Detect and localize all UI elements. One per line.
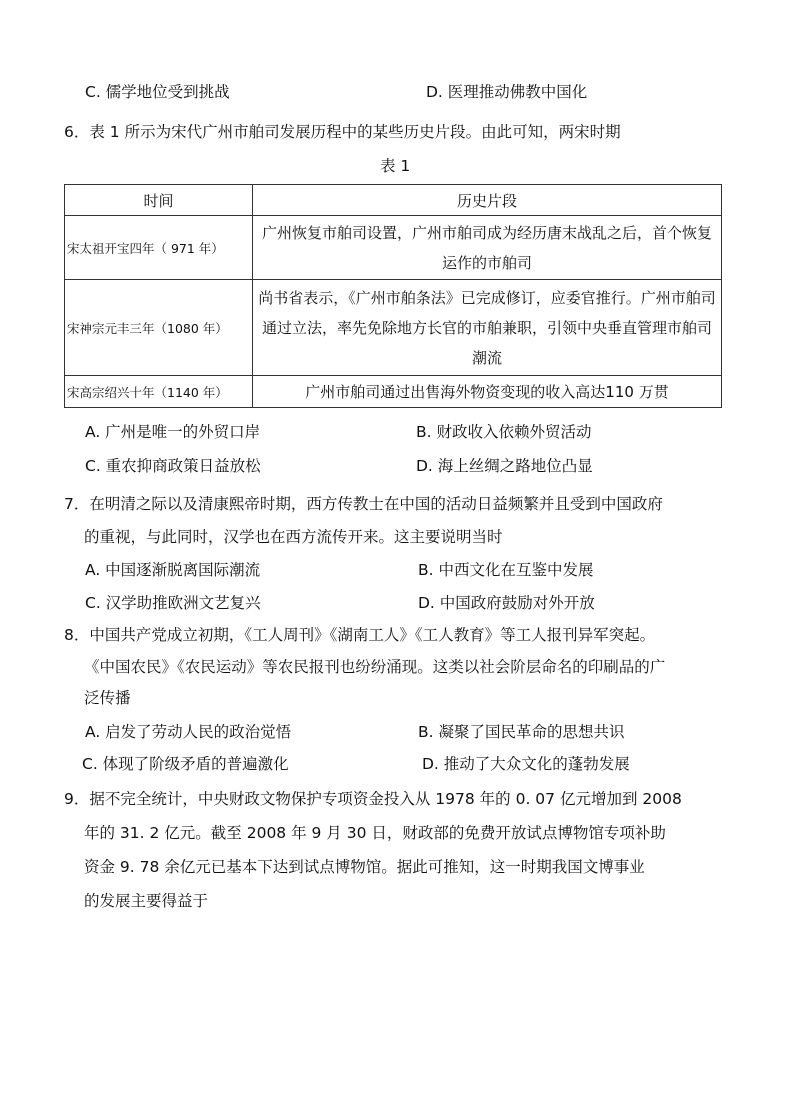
q8-stem-line1: 8．中国共产党成立初期，《工人周刊》《湖南工人》《工人教育》等工人报刊异军突起。 — [64, 626, 656, 644]
header-time: 时间 — [65, 185, 253, 216]
q6-stem: 6．表 1 所示为宋代广州市舶司发展历程中的某些历史片段。由此可知，两宋时期 — [64, 123, 621, 141]
q7-option-a: A. 中国逐渐脱离国际潮流 — [85, 561, 261, 579]
row-event: 广州市舶司通过出售海外物资变现的收入高达110 万贯 — [253, 376, 722, 408]
q9-stem-line4: 的发展主要得益于 — [84, 892, 209, 910]
q8-option-d: D. 推动了大众文化的蓬勃发展 — [422, 755, 630, 773]
header-event: 历史片段 — [253, 185, 722, 216]
row-time: 宋神宗元丰三年（1080 年） — [65, 280, 253, 376]
row-time: 宋高宗绍兴十年（1140 年） — [65, 376, 253, 408]
q8-option-b: B. 凝聚了国民革命的思想共识 — [418, 723, 625, 741]
q7-option-d: D. 中国政府鼓励对外开放 — [418, 594, 595, 612]
q5-option-d: D. 医理推动佛教中国化 — [426, 83, 588, 101]
row-time: 宋太祖开宝四年（ 971 年） — [65, 216, 253, 280]
history-table — [64, 184, 722, 408]
q8-option-c: C. 体现了阶级矛盾的普遍激化 — [82, 755, 289, 773]
q9-stem-line2: 年的 31. 2 亿元。截至 2008 年 9 月 30 日，财政部的免费开放试点博物馆专项补助 — [84, 824, 666, 842]
q8-stem-line3: 泛传播 — [84, 689, 131, 707]
q7-option-c: C. 汉学助推欧洲文艺复兴 — [85, 594, 261, 612]
table-header-row — [65, 185, 722, 216]
table-caption: 表 1 — [380, 157, 411, 175]
q7-stem-line1: 7．在明清之际以及清康熙帝时期，西方传教士在中国的活动日益频繁并且受到中国政府 — [64, 495, 663, 513]
q6-option-d: D. 海上丝绸之路地位凸显 — [416, 457, 593, 475]
q6-option-b: B. 财政收入依赖外贸活动 — [416, 423, 592, 441]
row-event: 尚书省表示，《广州市舶条法》已完成修订，应委官推行。广州市舶司通过立法，率先免除地方长官的市舶兼职，引领中央垂直管理市舶司潮流 — [253, 280, 722, 376]
table-row — [65, 376, 722, 408]
q8-option-a: A. 启发了劳动人民的政治觉悟 — [85, 723, 292, 741]
q6-option-c: C. 重农抑商政策日益放松 — [85, 457, 261, 475]
table-row — [65, 280, 722, 376]
row-event: 广州恢复市舶司设置，广州市舶司成为经历唐末战乱之后，首个恢复运作的市舶司 — [253, 216, 722, 280]
q7-stem-line2: 的重视，与此同时，汉学也在西方流传开来。这主要说明当时 — [84, 528, 503, 546]
q9-stem-line3: 资金 9. 78 余亿元已基本下达到试点博物馆。据此可推知，这一时期我国文博事业 — [84, 858, 645, 876]
table-row — [65, 216, 722, 280]
q8-stem-line2: 《中国农民》《农民运动》等农民报刊也纷纷涌现。这类以社会阶层命名的印刷品的广 — [84, 658, 666, 676]
q6-option-a: A. 广州是唯一的外贸口岸 — [85, 423, 261, 441]
q9-stem-line1: 9．据不完全统计，中央财政文物保护专项资金投入从 1978 年的 0. 07 亿元增加到 2008 — [64, 790, 682, 808]
q7-option-b: B. 中西文化在互鉴中发展 — [418, 561, 594, 579]
q5-option-c: C. 儒学地位受到挑战 — [85, 83, 230, 101]
